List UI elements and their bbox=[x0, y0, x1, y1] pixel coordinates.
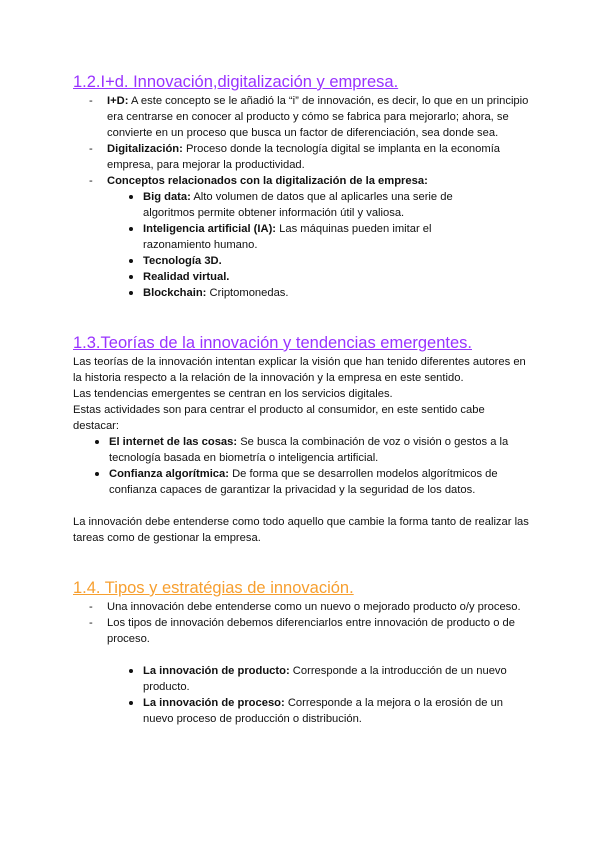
list-item-3d bbox=[107, 253, 497, 269]
term-label: Confianza algorítmica: bbox=[109, 468, 229, 480]
term-description: Corresponde a la introducción de un nuevo producto. bbox=[143, 665, 507, 693]
list-item-internet-cosas bbox=[73, 434, 533, 466]
section-1-4-heading: 1.4. Tipos y estratégias de innovación. bbox=[73, 579, 354, 597]
section-1-3-heading: 1.3.Teorías de la innovación y tendencias emergentes. bbox=[73, 334, 472, 352]
term-description: De forma que se desarrollen modelos algorítmicos de confianza capaces de garantizar la privacidad y la seguridad de los datos. bbox=[109, 468, 498, 496]
term-label: Tecnología 3D. bbox=[143, 255, 222, 267]
section-1-2-dash-list bbox=[73, 93, 533, 301]
term-description: Se busca la combinación de voz o visión o gestos a la tecnología basada en biometría o inteligencia artificial. bbox=[109, 436, 509, 464]
term-description: A este concepto se le añadió la “i” de innovación, es decir, lo que en un principio era centrarse en conocer al producto y cómo se fabrica para mejorarlo; ahora, se convierte en un proceso que busca un factor de diferenciación, sea donde sea. bbox=[107, 95, 529, 139]
list-item-big-data bbox=[107, 189, 497, 221]
list-item-blockchain bbox=[107, 285, 497, 301]
term-description: Criptomonedas. bbox=[206, 287, 289, 299]
term-label: La innovación de proceso: bbox=[143, 697, 285, 709]
list-item-tipos: - Los tipos de innovación debemos diferenciarlos entre innovación de producto o de proceso. bbox=[73, 615, 533, 647]
section-1-4-body bbox=[73, 599, 533, 727]
term-label: Inteligencia artificial (IA): bbox=[143, 223, 277, 235]
section-1-2-heading: 1.2.I+d. Innovación,digitalización y empresa. bbox=[73, 73, 399, 91]
list-item-confianza bbox=[73, 466, 533, 498]
term-description: Alto volumen de datos que al aplicarles una serie de algoritmos permite obtener información útil y valiosa. bbox=[143, 191, 453, 219]
list-item-producto bbox=[107, 663, 533, 695]
term-label: El internet de las cosas: bbox=[109, 436, 238, 448]
term-description: Proceso donde la tecnología digital se implanta en la economía empresa, para mejorar la productividad. bbox=[107, 143, 501, 171]
list-item-realidad-virtual bbox=[107, 269, 497, 285]
list-item-definicion: - Una innovación debe entenderse como un nuevo o mejorado producto o/y proceso. bbox=[73, 599, 533, 615]
conceptos-sub-list bbox=[107, 189, 497, 301]
term-label: Blockchain: bbox=[143, 287, 207, 299]
list-item-id bbox=[73, 93, 533, 141]
paragraph: Las tendencias emergentes se centran en los servicios digitales. bbox=[73, 388, 393, 400]
term-label: Conceptos relacionados con la digitalización de la empresa: bbox=[107, 175, 428, 187]
list-item-conceptos bbox=[73, 173, 533, 301]
paragraph: Estas actividades son para centrar el producto al consumidor, en este sentido cabe destacar: bbox=[73, 404, 485, 432]
term-label: Realidad virtual. bbox=[143, 271, 230, 283]
list-item-proceso bbox=[107, 695, 533, 727]
section-1-2-body bbox=[73, 93, 533, 301]
list-item-ia bbox=[107, 221, 497, 253]
term-description: Las máquinas pueden imitar el razonamiento humano. bbox=[143, 223, 432, 251]
term-description: Corresponde a la mejora o la erosión de un nuevo proceso de producción o distribución. bbox=[143, 697, 504, 725]
paragraph: Las teorías de la innovación intentan explicar la visión que han tenido diferentes autores en la historia respecto a la relación de la innovación y la empresa en este sentido. bbox=[73, 356, 526, 384]
closing-paragraph: La innovación debe entenderse como todo aquello que cambie la forma tanto de realizar las tareas como de gestionar la empresa. bbox=[73, 516, 529, 544]
section-1-3-bullet-list bbox=[73, 434, 533, 498]
term-label: Big data: bbox=[143, 191, 191, 203]
list-item-digitalizacion bbox=[73, 141, 533, 173]
section-1-4-dash-list bbox=[73, 599, 533, 647]
term-label: I+D: bbox=[107, 95, 129, 107]
term-label: Digitalización: bbox=[107, 143, 183, 155]
term-label: La innovación de producto: bbox=[143, 665, 290, 677]
section-1-3-body bbox=[73, 354, 533, 546]
section-1-4-bullet-list bbox=[107, 663, 533, 727]
